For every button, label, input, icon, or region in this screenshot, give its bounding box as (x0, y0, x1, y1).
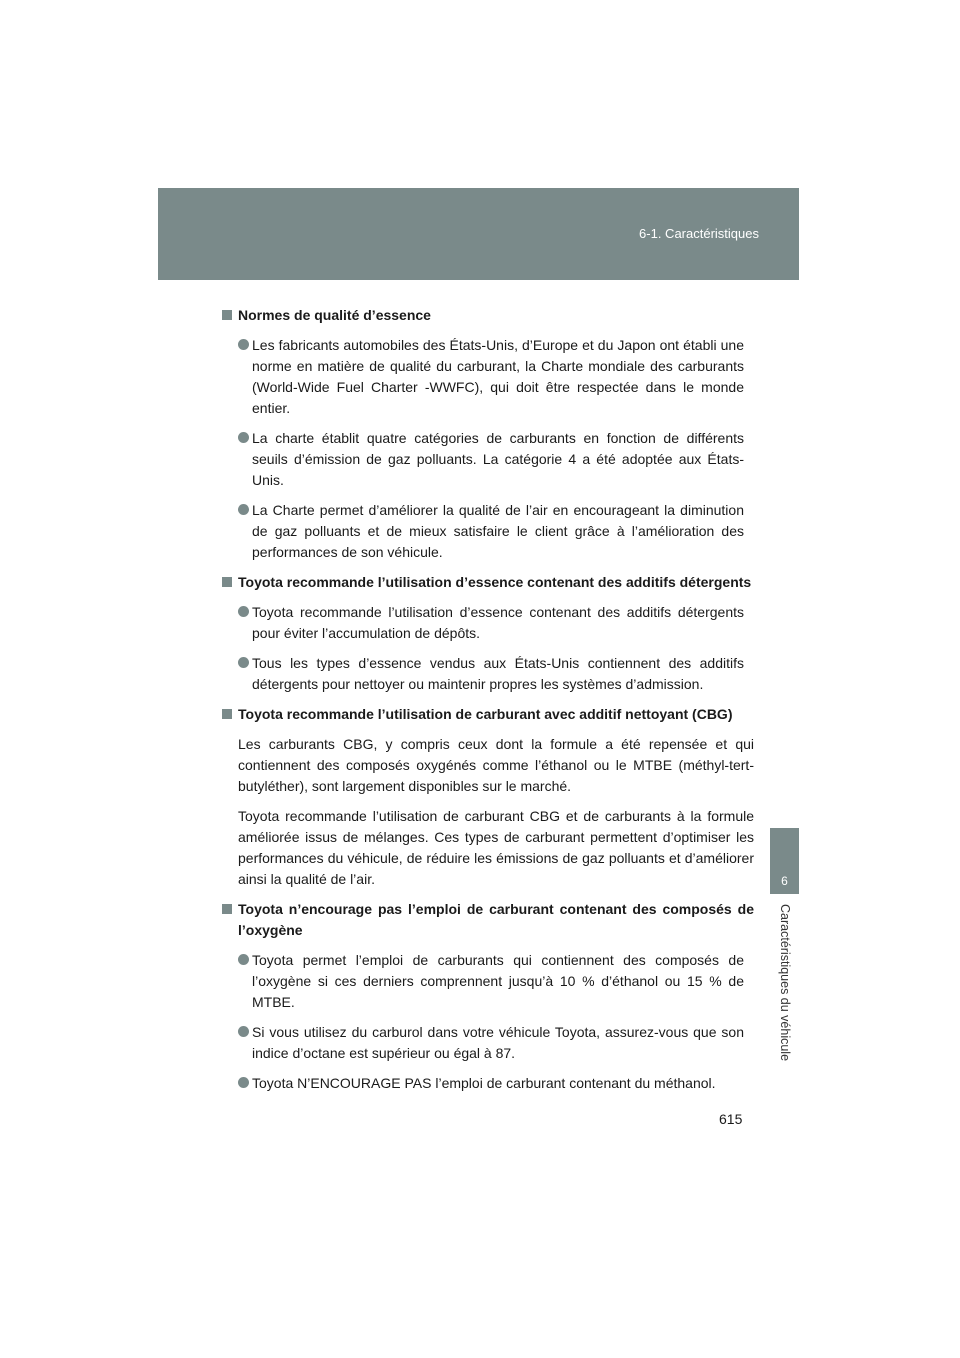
chapter-side-label: Caractéristiques du véhicule (778, 904, 792, 1062)
list-item: Les fabricants automobiles des États-Unis, d’Europe et du Japon ont établi une norme en matière de qualité du carburant, la Charte mondiale des carburants (World-Wide Fuel Charter -WWFC), qui doit être respectée dans le monde entier. (222, 335, 754, 419)
page-number: 615 (719, 1111, 743, 1127)
paragraph: Toyota recommande l’utilisation de carburant CBG et de carburants à la formule améliorée issus de mélanges. Ces types de carburant permettent d’optimiser les performances du véhicule, de réduire les émissions de gaz polluants et d’améliorer ainsi la qualité de l’air. (238, 808, 754, 887)
section-fuel-quality-standards (222, 305, 754, 563)
circle-bullet-icon (238, 954, 249, 965)
chapter-side-tab (770, 828, 799, 894)
list-item: La Charte permet d’améliorer la qualité de l’air en encourageant la diminution de gaz polluants et de mieux satisfaire le client grâce à l’amélioration des performances de son véhicule. (222, 500, 754, 563)
square-bullet-icon (222, 904, 232, 914)
square-bullet-icon (222, 709, 232, 719)
circle-bullet-icon (238, 1026, 249, 1037)
list-item: La charte établit quatre catégories de carburants en fonction de différents seuils d’émission de gaz polluants. La catégorie 4 a été adoptée aux États-Unis. (222, 428, 754, 491)
section-heading: Toyota recommande l’utilisation d’essence contenant des additifs détergents (222, 572, 754, 593)
circle-bullet-icon (238, 432, 249, 443)
list-item: Tous les types d’essence vendus aux États-Unis contiennent des additifs détergents pour nettoyer ou maintenir propres les systèmes d’admission. (222, 653, 754, 695)
section-heading: Toyota n’encourage pas l’emploi de carburant contenant des composés de l’oxygène (222, 899, 754, 941)
circle-bullet-icon (238, 657, 249, 668)
chapter-section-title: 6-1. Caractéristiques (639, 226, 759, 241)
list-item: Toyota permet l’emploi de carburants qui contiennent des composés de l’oxygène si ces derniers comprennent jusqu’à 10 % d’éthanol ou 15 % de MTBE. (222, 950, 754, 1013)
list-item: Toyota N’ENCOURAGE PAS l’emploi de carburant contenant du méthanol. (222, 1073, 754, 1094)
list-item: Si vous utilisez du carburol dans votre véhicule Toyota, assurez-vous que son indice d’octane est supérieur ou égal à 87. (222, 1022, 754, 1064)
section-detergent-additives (222, 572, 754, 695)
circle-bullet-icon (238, 606, 249, 617)
chapter-header-band (158, 188, 799, 280)
section-cbg-fuel (222, 704, 754, 890)
list-item: Toyota recommande l’utilisation d’essence contenant des additifs détergents pour éviter l’accumulation de dépôts. (222, 602, 754, 644)
circle-bullet-icon (238, 1077, 249, 1088)
page-content (222, 305, 754, 1103)
circle-bullet-icon (238, 339, 249, 350)
section-heading: Toyota recommande l’utilisation de carburant avec additif nettoyant (CBG) (222, 704, 754, 725)
chapter-number: 6 (781, 874, 788, 888)
square-bullet-icon (222, 310, 232, 320)
section-heading: Normes de qualité d’essence (222, 305, 754, 326)
square-bullet-icon (222, 577, 232, 587)
circle-bullet-icon (238, 504, 249, 515)
section-oxygenates (222, 899, 754, 1094)
paragraph: Les carburants CBG, y compris ceux dont la formule a été repensée et qui contiennent des composés oxygénés comme l’éthanol ou le MTBE (méthyl-tert-butyléther), sont largement disponibles sur le marché. (238, 736, 754, 794)
